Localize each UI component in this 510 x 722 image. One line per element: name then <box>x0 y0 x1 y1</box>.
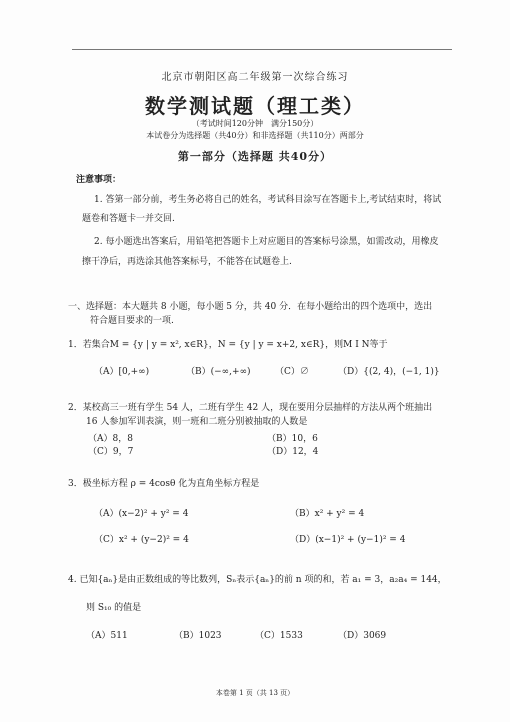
section-one-intro-line-2: 符合题目要求的一项. <box>90 316 174 326</box>
question-4-stem: 4. 已知{aₙ}是由正数组成的等比数列，Sₙ表示{aₙ}的前 n 项的和，若 a₁ = 3，a₂a₄ = 144， <box>68 575 447 585</box>
question-3-stem: 3．极坐标方程 ρ = 4cosθ 化为直角坐标方程是 <box>68 479 260 489</box>
notice-item-2-line-2: 擦干净后，再选涂其他答案标号，不能答在试题卷上. <box>82 257 292 267</box>
question-3-option-b: （B）x² + y² = 4 <box>290 509 365 519</box>
question-1-option-b: （B）(−∞,+∞) <box>186 367 251 377</box>
notice-heading: 注意事项： <box>76 175 122 185</box>
question-4-line-2: 则 S₁₀ 的值是 <box>86 603 142 613</box>
question-1-option-c: （C）∅ <box>275 367 309 377</box>
question-3-option-c: （C）x² + (y−2)² = 4 <box>94 535 189 545</box>
question-1-option-a: （A）[0,+∞) <box>94 367 150 377</box>
question-2-line-2: 16 人参加军训表演，则一班和二班分别被抽取的人数是 <box>86 417 308 427</box>
part-one-title: 第一部分（选择题 共40分） <box>177 150 333 163</box>
question-4-option-b: （B）1023 <box>174 631 222 641</box>
time-score-note: （考试时间120分钟 满分150分） <box>191 119 319 128</box>
question-4-option-d: （D）3069 <box>338 631 387 641</box>
composition-note: 本试卷分为选择题（共40分）和非选择题（共110分）两部分 <box>146 131 364 140</box>
question-1-stem: 1．若集合M = {y | y = x², x∈R}，N = {y | y = x+2, x∈R}，则M I N等于 <box>68 340 388 350</box>
notice-item-1-line-2: 题卷和答题卡一并交回. <box>82 214 175 224</box>
page-footer: 本卷第 1 页（共 13 页） <box>215 689 295 697</box>
header-rule <box>72 49 452 50</box>
question-2-line-1: 2．某校高三一班有学生 54 人，二班有学生 42 人，现在要用分层抽样的方法从两个班抽出 <box>68 403 433 413</box>
exam-name: 北京市朝阳区高二年级第一次综合练习 <box>161 72 349 83</box>
page-title: 数学测试题（理工类） <box>145 94 365 118</box>
notice-item-1-line-1: 1. 答第一部分前，考生务必将自己的姓名，考试科目涂写在答题卡上,考试结束时，将试 <box>94 195 442 205</box>
question-2-option-a: （A）8，8 <box>88 434 133 444</box>
question-1-option-d: （D）{(2, 4)，(−1, 1)} <box>338 367 440 377</box>
question-2-option-d: （D）12，4 <box>267 447 319 457</box>
question-4-option-c: （C）1533 <box>255 631 303 641</box>
question-2-option-b: （B）10，6 <box>267 434 318 444</box>
section-one-intro-line-1: 一、选择题：本大题共 8 小题，每小题 5 分，共 40 分．在每小题给出的四个选项中，选出 <box>68 302 433 312</box>
question-3-option-a: （A）(x−2)² + y² = 4 <box>94 509 189 519</box>
question-2-option-c: （C）9，7 <box>88 447 134 457</box>
notice-item-2-line-1: 2. 每小题选出答案后，用铅笔把答题卡上对应题目的答案标号涂黑，如需改动，用橡皮 <box>94 237 439 247</box>
question-3-option-d: （D）(x−1)² + (y−1)² = 4 <box>290 535 406 545</box>
question-4-option-a: （A）511 <box>86 631 128 641</box>
